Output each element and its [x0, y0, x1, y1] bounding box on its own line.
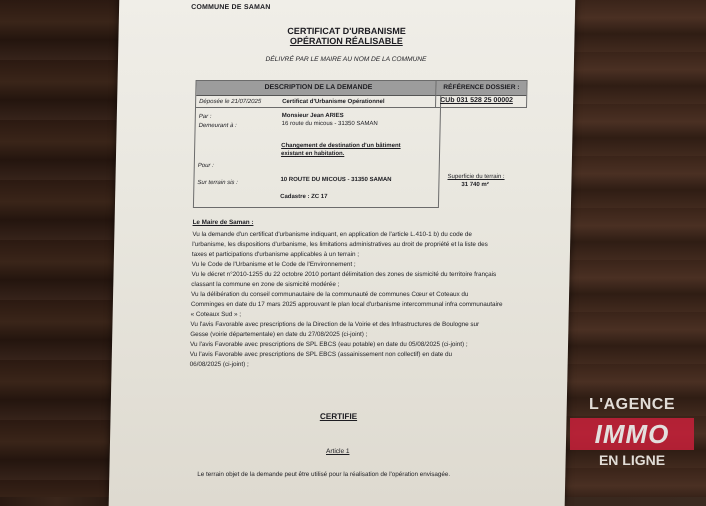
applicant-address: 16 route du micous - 31350 SAMAN	[281, 121, 378, 127]
deposit-type: Certificat d'Urbanisme Opérationnel	[282, 99, 385, 105]
agency-watermark	[562, 396, 702, 468]
terrain-address: 10 ROUTE DU MICOUS - 31350 SAMAN	[280, 177, 392, 183]
vu-line: Vu la délibération du conseil communautaire de la communauté de communes Cœur et Coteaux du	[191, 291, 469, 298]
article-heading: Article 1	[325, 448, 350, 455]
reference-value: CUb 031 528 25 00002	[440, 97, 514, 104]
vu-line: Vu l'avis Favorable avec prescriptions de la Direction de la Voirie et des Infrastructures de Boulogne sur	[190, 321, 480, 328]
terrain-label: Sur terrain sis :	[197, 180, 238, 186]
deposit-date: Déposée le 21/07/2025	[199, 99, 262, 105]
vu-line: Vu le Code de l'Urbanisme et le Code de l'Environnement ;	[191, 261, 356, 268]
superficie-value: 31 740 m²	[461, 182, 489, 188]
vu-line: Gesse (voirie départementale) en date du 27/08/2025 (ci-joint) ;	[190, 331, 368, 338]
demeurant-label: Demeurant à :	[198, 123, 237, 129]
watermark-line3: EN LIGNE	[598, 452, 666, 468]
vu-line: Vu la demande d'un certificat d'urbanisme indiquant, en application de l'article L.410-1 b) du code de	[192, 231, 472, 238]
vu-line: Vu le décret n°2010-1255 du 22 octobre 2010 portant délimitation des zones de sismicité du territoire français	[191, 271, 497, 278]
delivered-by: DÉLIVRÉ PAR LE MAIRE AU NOM DE LA COMMUNE	[265, 56, 427, 63]
vu-paragraphs	[190, 230, 533, 370]
vu-line: Vu l'avis Favorable avec prescriptions de SPL EBCS (assainissement non collectif) en date du	[189, 351, 453, 358]
certifie-heading: CERTIFIE	[319, 412, 358, 421]
reference-header: RÉFÉRENCE DOSSIER :	[436, 81, 526, 96]
vu-line: Comminges en date du 17 mars 2025 approuvant le plan local d'urbanisme intercommunal infra communautaire	[190, 301, 503, 308]
wood-background-left	[0, 0, 120, 497]
vu-line: taxes et participations d'urbanisme applicables à un terrain ;	[191, 251, 360, 258]
vu-line: l'urbanisme, les dispositions d'urbanisme, les limitations administratives au droit de propriété et la liste des	[192, 241, 488, 248]
par-label: Par :	[198, 114, 212, 120]
certificate-paper	[109, 0, 576, 506]
superficie-label: Superficie du terrain :	[447, 174, 505, 180]
article-text: Le terrain objet de la demande peut être utilisé pour la réalisation de l'opération envisagée.	[197, 471, 451, 478]
pour-label: Pour :	[197, 163, 214, 169]
table-divider	[196, 107, 440, 108]
description-header: DESCRIPTION DE LA DEMANDE	[196, 81, 440, 96]
cadastre: Cadastre : ZC 17	[280, 194, 328, 200]
purpose-line1: Changement de destination d'un bâtiment	[281, 143, 401, 149]
vu-line: classant la commune en zone de sismicité modérée ;	[191, 281, 340, 288]
commune-name: COMMUNE DE SAMAN	[191, 4, 271, 11]
purpose-line2: existant en habitation.	[280, 151, 345, 157]
document-subtitle-operation: OPÉRATION RÉALISABLE	[289, 36, 403, 46]
reference-table	[435, 80, 528, 108]
vu-line: « Coteaux Sud » ;	[190, 311, 242, 318]
vu-line: Vu l'avis Favorable avec prescriptions de SPL EBCS (eau potable) en date du 05/08/2025 (ci-joint) ;	[189, 341, 468, 348]
vu-line: 06/08/2025 (ci-joint) ;	[189, 361, 249, 368]
watermark-line1: L'AGENCE	[588, 396, 676, 413]
document-title: CERTIFICAT D'URBANISME	[287, 26, 406, 36]
description-table	[193, 80, 442, 208]
applicant-name: Monsieur Jean ARIES	[281, 113, 344, 119]
watermark-logo-immo: IMMO	[570, 418, 694, 450]
maire-heading: Le Maire de Saman :	[192, 219, 254, 226]
